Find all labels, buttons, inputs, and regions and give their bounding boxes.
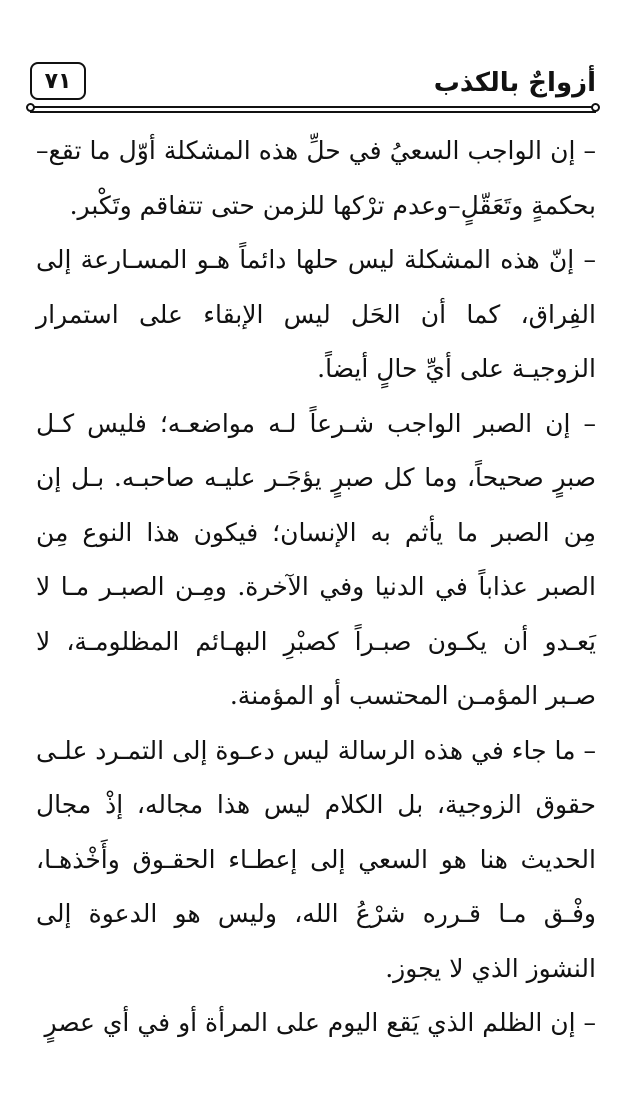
- running-title: أزواجٌ بالكذب: [433, 68, 596, 98]
- rule-end-ornament-right: [591, 103, 600, 112]
- paragraph: – ما جاء في هذه الرسالة ليس دعـوة إلى التمـرد علـى حقوق الزوجية، بل الكلام ليس هذا مجاله، إذْ مجال الحديث هنا هو السعي إلى إعطـاء الحقـوق وأَخْذهـا، وفْـق مـا قـرره شرْعُ الله، وليس هو الدعوة إلى النشوز الذي لا يجوز.: [36, 735, 596, 983]
- paragraph: – إنّ هذه المشكلة ليس حلها دائماً هـو المسـارعة إلى الفِراق، كما أن الحَل ليس الإبقاء على استمرار الزوجيـة على أيِّ حالٍ أيضاً.: [36, 245, 596, 383]
- header-rule: [30, 106, 596, 108]
- page-header: [30, 62, 596, 116]
- paragraph: – إن الظلم الذي يَقع اليوم على المرأة أو في أي عصرٍ: [44, 1008, 596, 1037]
- paragraph: – إن الواجب السعيُ في حلِّ هذه المشكلة أوّل ما تقع– بحكمةٍ وتَعَقّلٍ–وعدم ترْكها للزمن حتى تتفاقم وتَكْبر.: [36, 136, 596, 220]
- paragraph: – إن الصبر الواجب شـرعاً لـه مواضعـه؛ فليس كـل صبرٍ صحيحاً، وما كل صبرٍ يؤجَـر عليـه صاحبـه. بـل إن مِن الصبر ما يأثم به الإنسان؛ فيكون هذا النوع مِن الصبر عذاباً في الدنيا وفي الآخرة. ومِـن الصبـر مـا لا يَعـدو أن يكـون صبـراً كصبْرِ البهـائم المظلومـة، لا صـبر المؤمـن المحتسب أو المؤمنة.: [36, 408, 596, 710]
- body-text: [36, 124, 596, 1104]
- rule-end-ornament-left: [26, 103, 35, 112]
- header-rule-lower: [30, 111, 596, 113]
- page-number: ٧١: [30, 62, 86, 100]
